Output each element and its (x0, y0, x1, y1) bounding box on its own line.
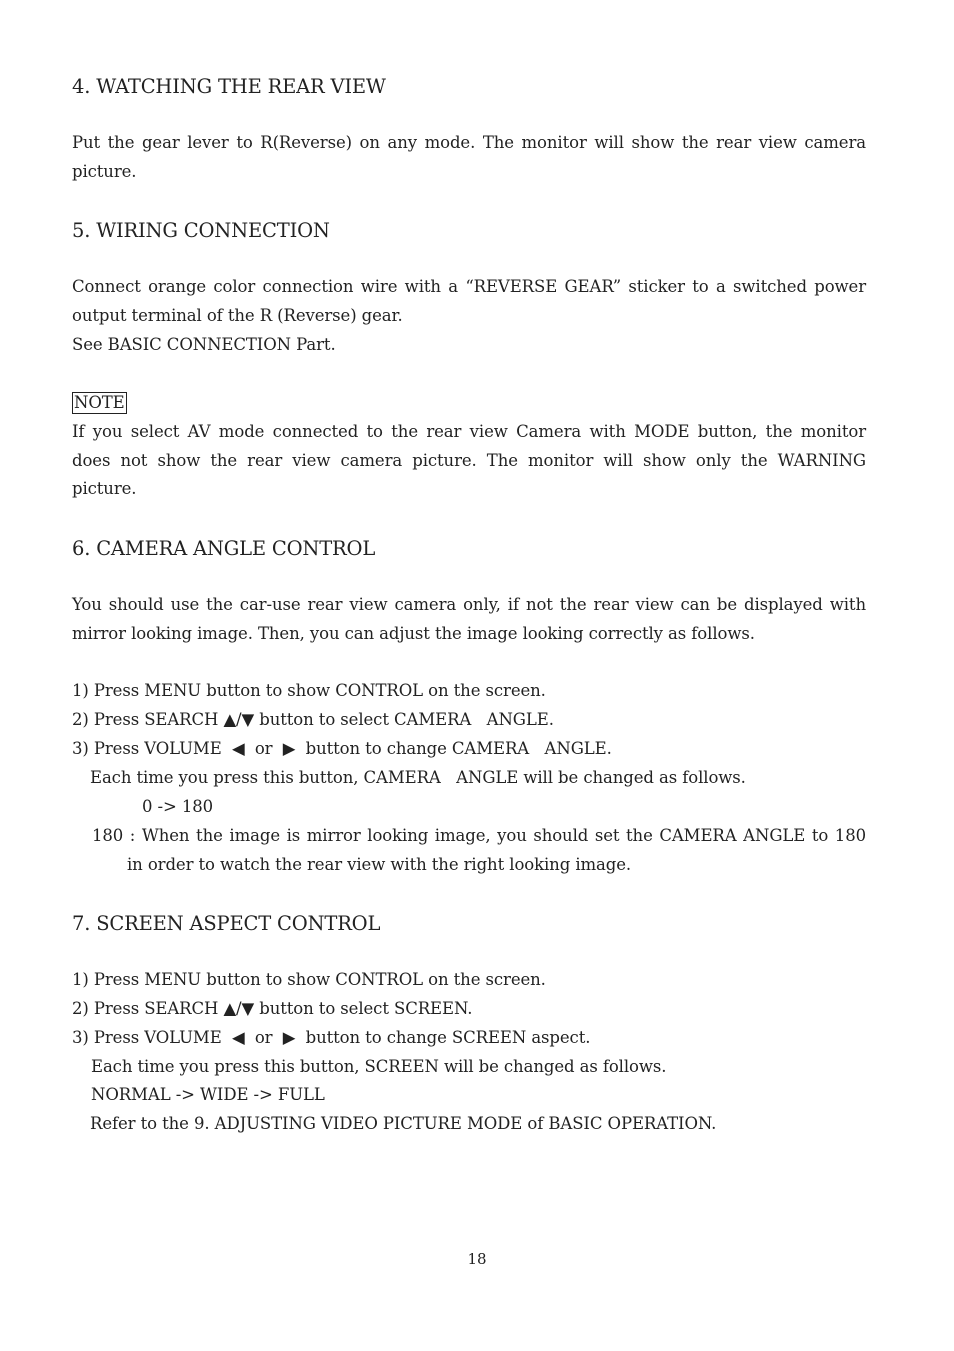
section-6-180-note-line-1: 180 : When the image is mirror looking image, you should set the CAMERA ANGLE to 180 (92, 826, 866, 845)
section-6-step-2: 2) Press SEARCH ▲/▼ button to select CAMERA ANGLE. (72, 710, 554, 729)
note-text-line-1: If you select AV mode connected to the rear view Camera with MODE button, the monitor (72, 422, 866, 441)
note-label: NOTE (74, 393, 125, 412)
section-7-step-3: 3) Press VOLUME ◀ or ▶ button to change SCREEN aspect. (72, 1028, 591, 1047)
section-4-text-line-2: picture. (72, 162, 137, 181)
section-7-sequence: NORMAL -> WIDE -> FULL (91, 1085, 325, 1104)
section-6-step-1: 1) Press MENU button to show CONTROL on the screen. (72, 681, 546, 700)
section-6-sequence: 0 -> 180 (142, 797, 214, 816)
section-6-step-3: 3) Press VOLUME ◀ or ▶ button to change CAMERA ANGLE. (72, 739, 612, 758)
note-text-line-2: does not show the rear view camera picture. The monitor will show only the WARNING (72, 451, 866, 470)
section-5-heading: 5. WIRING CONNECTION (72, 219, 330, 242)
section-6-heading: 6. CAMERA ANGLE CONTROL (72, 537, 376, 560)
section-6-intro-line-1: You should use the car-use rear view camera only, if not the rear view can be displayed with (72, 595, 866, 614)
section-6-intro-line-2: mirror looking image. Then, you can adjust the image looking correctly as follows. (72, 624, 755, 643)
section-7-heading: 7. SCREEN ASPECT CONTROL (72, 912, 381, 935)
section-6-180-note-line-2: in order to watch the rear view with the right looking image. (127, 855, 632, 874)
section-6-each-time: Each time you press this button, CAMERA ANGLE will be changed as follows. (90, 768, 746, 787)
section-5-text-line-1: Connect orange color connection wire with a “REVERSE GEAR” sticker to a switched power (72, 277, 866, 296)
section-7-refer: Refer to the 9. ADJUSTING VIDEO PICTURE MODE of BASIC OPERATION. (90, 1114, 717, 1133)
section-7-step-2: 2) Press SEARCH ▲/▼ button to select SCREEN. (72, 999, 473, 1018)
section-5-text-line-2: output terminal of the R (Reverse) gear. (72, 306, 403, 325)
section-5-text-line-3: See BASIC CONNECTION Part. (72, 335, 336, 354)
page-number: 18 (467, 1250, 487, 1268)
section-4-text-line-1: Put the gear lever to R(Reverse) on any mode. The monitor will show the rear view camera (72, 133, 866, 152)
section-7-step-1: 1) Press MENU button to show CONTROL on the screen. (72, 970, 546, 989)
section-7-each-time: Each time you press this button, SCREEN will be changed as follows. (91, 1057, 667, 1076)
section-4-heading: 4. WATCHING THE REAR VIEW (72, 75, 386, 98)
note-text-line-3: picture. (72, 479, 137, 498)
note-box (72, 392, 127, 414)
